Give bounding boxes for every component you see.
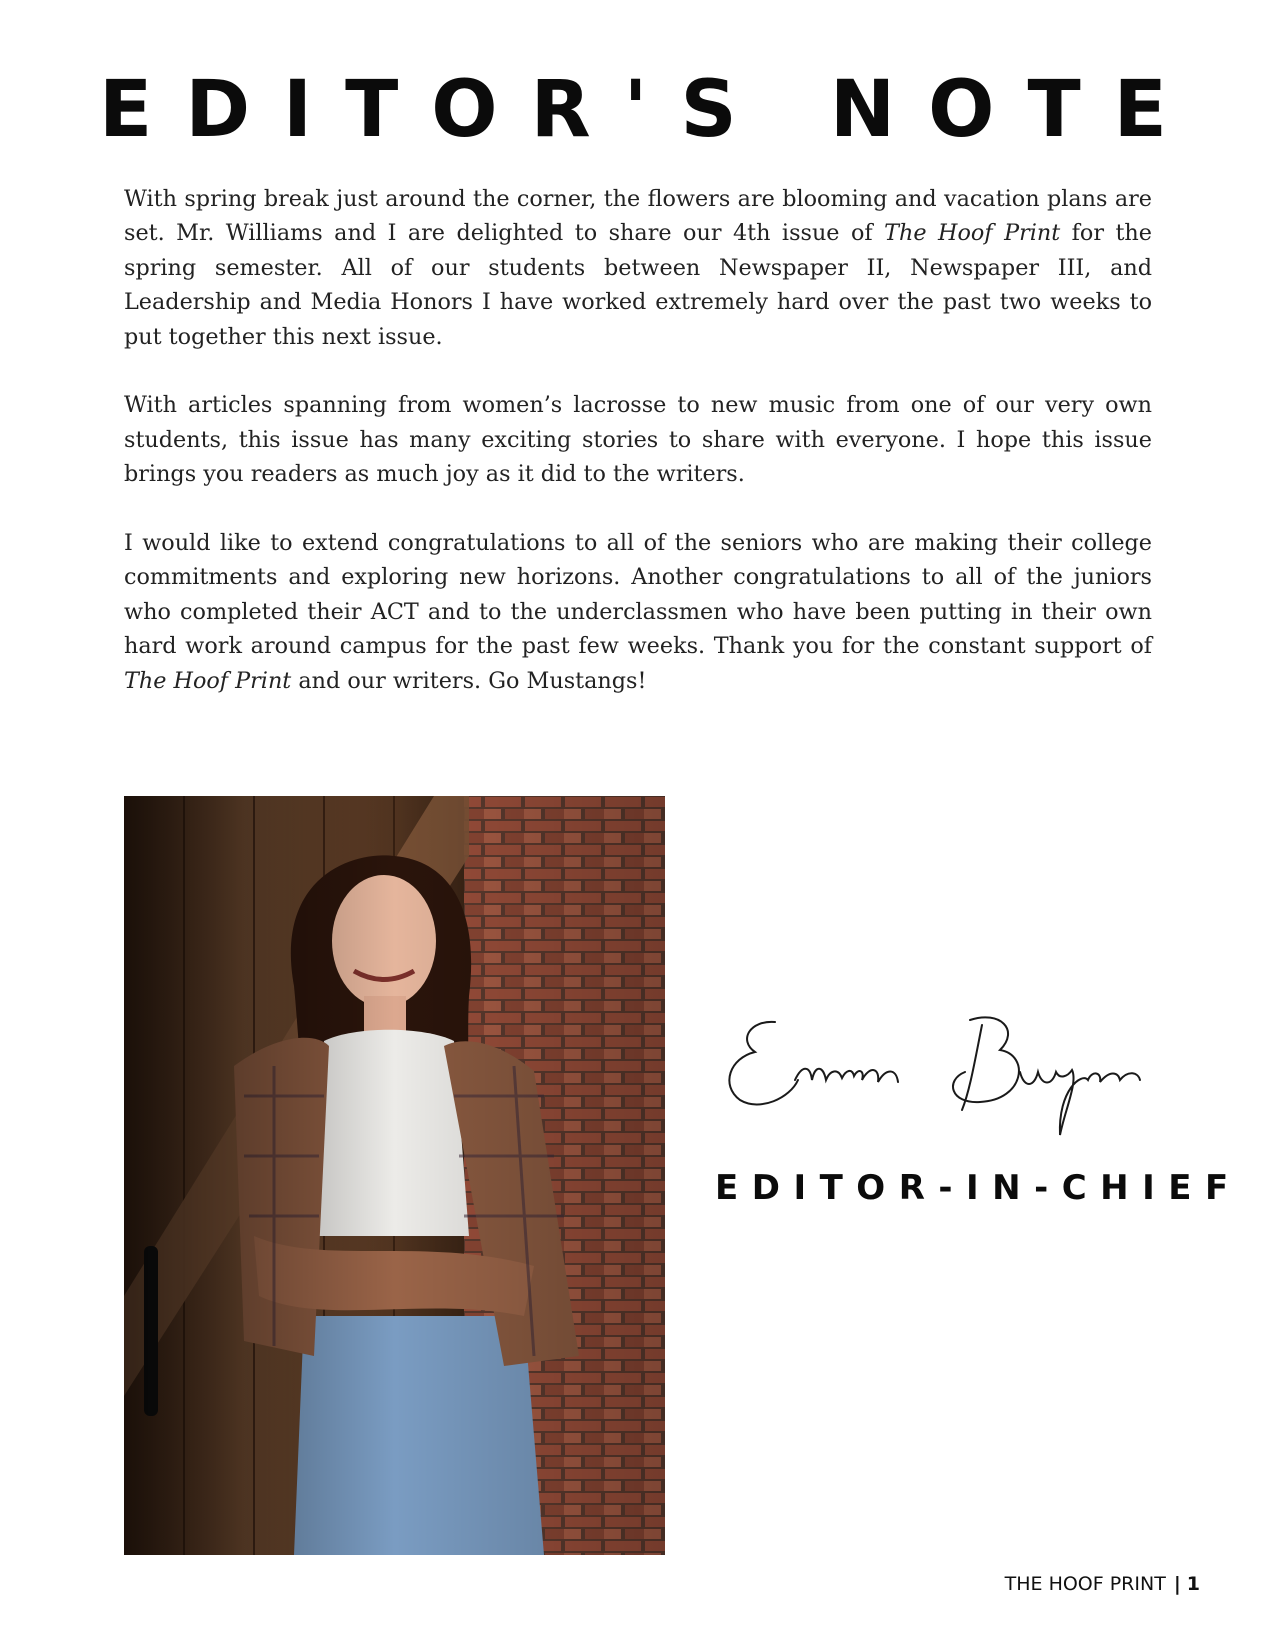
- editor-portrait-photo: [124, 796, 665, 1555]
- footer-publication-name: THE HOOF PRINT: [1004, 1573, 1166, 1595]
- paragraph-3-text-b: and our writers. Go Mustangs!: [291, 667, 647, 694]
- paragraph-1-text-a: With spring break just around the corner, the flowers are blooming and vacation plans are set. Mr. Williams and I are delighted to share our 4th issue of: [124, 186, 1152, 247]
- paragraph-2: [124, 388, 1152, 491]
- editor-in-chief-title: EDITOR-IN-CHIEF: [715, 1168, 1242, 1208]
- signature: [720, 1010, 1200, 1140]
- paragraph-1-text-b: for the spring semester. All of our students between Newspaper II, Newspaper III, and Leadership and Media Honors I have worked extremely hard over the past two weeks to put together this next issue.: [124, 220, 1152, 350]
- page-footer: [1005, 1573, 1200, 1595]
- page-number: 1: [1186, 1573, 1200, 1595]
- footer-separator: |: [1173, 1573, 1181, 1595]
- publication-name-italic: The Hoof Print: [884, 220, 1061, 247]
- paragraph-1: [124, 182, 1152, 354]
- publication-name-italic: The Hoof Print: [124, 667, 292, 694]
- paragraph-3-text-a: I would like to extend congratulations to all of the seniors who are making their college commitments and exploring new horizons. Another congratulations to all of the juniors who completed their ACT and to the underclassmen who have been putting in their own hard work around campus for the past few weeks. Thank you for the constant support of: [124, 530, 1152, 660]
- paragraph-3: [124, 526, 1152, 698]
- page-title: EDITOR'S NOTE: [99, 65, 1200, 155]
- paragraph-2-text: With articles spanning from women’s lacrosse to new music from one of our very own students, this issue has many exciting stories to share with everyone. I hope this issue brings you readers as much joy as it did to the writers.: [124, 392, 1152, 488]
- editors-note-body: [124, 182, 1152, 732]
